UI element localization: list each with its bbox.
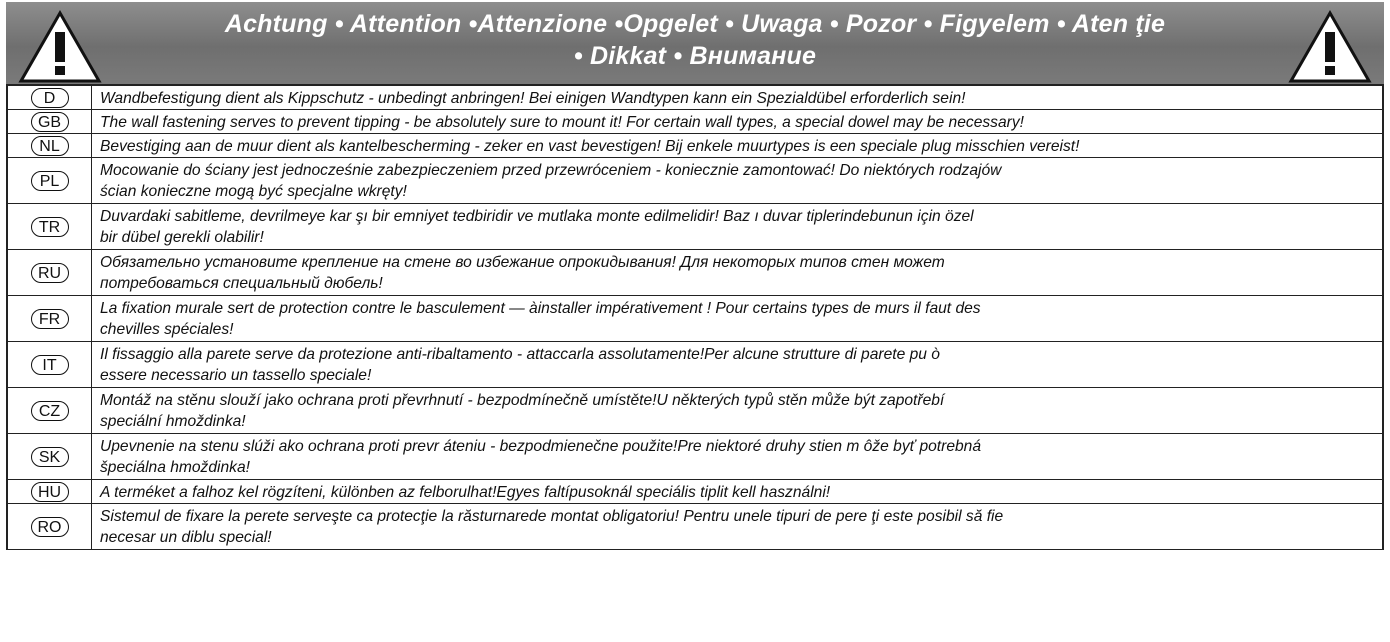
table-row: [8, 158, 1382, 204]
country-code-badge: CZ: [31, 401, 69, 421]
warning-text: La fixation murale sert de protection contre le basculement — àinstaller impérativement ! Pour certains types de murs il faut des chevilles spéciales!: [100, 300, 981, 338]
table-row: [8, 342, 1382, 388]
table-row: [8, 480, 1382, 504]
country-code-badge: TR: [31, 217, 69, 237]
warning-text: The wall fastening serves to prevent tipping - be absolutely sure to mount it! For certain wall types, a special dowel may be necessary!: [100, 114, 1024, 131]
country-code-badge: GB: [31, 112, 69, 132]
table-row: [8, 134, 1382, 158]
table-row: [8, 296, 1382, 342]
warning-text: A terméket a falhoz kel rögzíteni, különben az felborulhat!Egyes faltípusoknál speciális tiplit kell használni!: [100, 484, 831, 501]
country-code-badge: NL: [31, 136, 69, 156]
warning-triangle-icon: [1288, 10, 1372, 84]
country-code-badge: HU: [31, 482, 69, 502]
table-row: [8, 250, 1382, 296]
warning-header: [6, 2, 1384, 84]
warning-text: Montáž na stěnu slouží jako ochrana proti převrhnutí - bezpodmínečně umístěte!U některých typů stěn může být zapotřebí speciální hmoždinka!: [100, 392, 945, 430]
table-row: [8, 388, 1382, 434]
language-table: [6, 84, 1384, 550]
country-code-badge: RU: [31, 263, 69, 283]
table-row: [8, 204, 1382, 250]
warning-text: Обязательно установите крепление на стене во избежание опрокидывания! Для некоторых типов стен может потребоваться специальный дюбель!: [100, 254, 945, 292]
country-code-badge: PL: [31, 171, 69, 191]
country-code-badge: D: [31, 88, 69, 108]
warning-title: [116, 8, 1274, 72]
warning-title-line-2: • Dikkat • Внимание: [573, 42, 817, 70]
table-row: [8, 504, 1382, 550]
warning-title-line-1: Achtung • Attention •Attenzione •Opgelet • Uwaga • Pozor • Figyelem • Aten ţie: [224, 10, 1166, 38]
warning-text: Duvardaki sabitleme, devrilmeye kar şı bir emniyet tedbiridir ve mutlaka monte edilmelidir! Baz ı duvar tiplerindebunun için özel bir dübel gerekli olabilir!: [100, 208, 974, 246]
warning-text: Bevestiging aan de muur dient als kantelbescherming - zeker en vast bevestigen! Bij enkele muurtypes is een speciale plug misschien vereist!: [100, 138, 1080, 155]
warning-text: Upevnenie na stenu slúži ako ochrana proti prevr áteniu - bezpodmienečne použite!Pre niektoré druhy stien m ôže byť potrebná špeciálna hmoždinka!: [100, 438, 982, 476]
country-code-badge: SK: [31, 447, 69, 467]
warning-text: Il fissaggio alla parete serve da protezione anti-ribaltamento - attaccarla assolutamente!Per alcune strutture di parete pu ò essere necessario un tassello speciale!: [100, 346, 940, 384]
table-row: [8, 86, 1382, 110]
country-code-badge: RO: [31, 517, 69, 537]
warning-text: Mocowanie do ściany jest jednocześnie zabezpieczeniem przed przewróceniem - koniecznie zamontować! Do niektórych rodzajów ścian konieczne mogą być specjalne wkręty!: [100, 162, 1002, 200]
table-row: [8, 110, 1382, 134]
table-row: [8, 434, 1382, 480]
warning-text: Wandbefestigung dient als Kippschutz - unbedingt anbringen! Bei einigen Wandtypen kann ein Spezialdübel erforderlich sein!: [100, 90, 966, 107]
warning-text: Sistemul de fixare la perete serveşte ca protecţie la răsturnarede montat obligatoriu! Pentru unele tipuri de pere ţi este posibil să fie necesar un diblu special!: [100, 508, 1004, 546]
warning-triangle-icon: [18, 10, 102, 84]
country-code-badge: IT: [31, 355, 69, 375]
country-code-badge: FR: [31, 309, 69, 329]
